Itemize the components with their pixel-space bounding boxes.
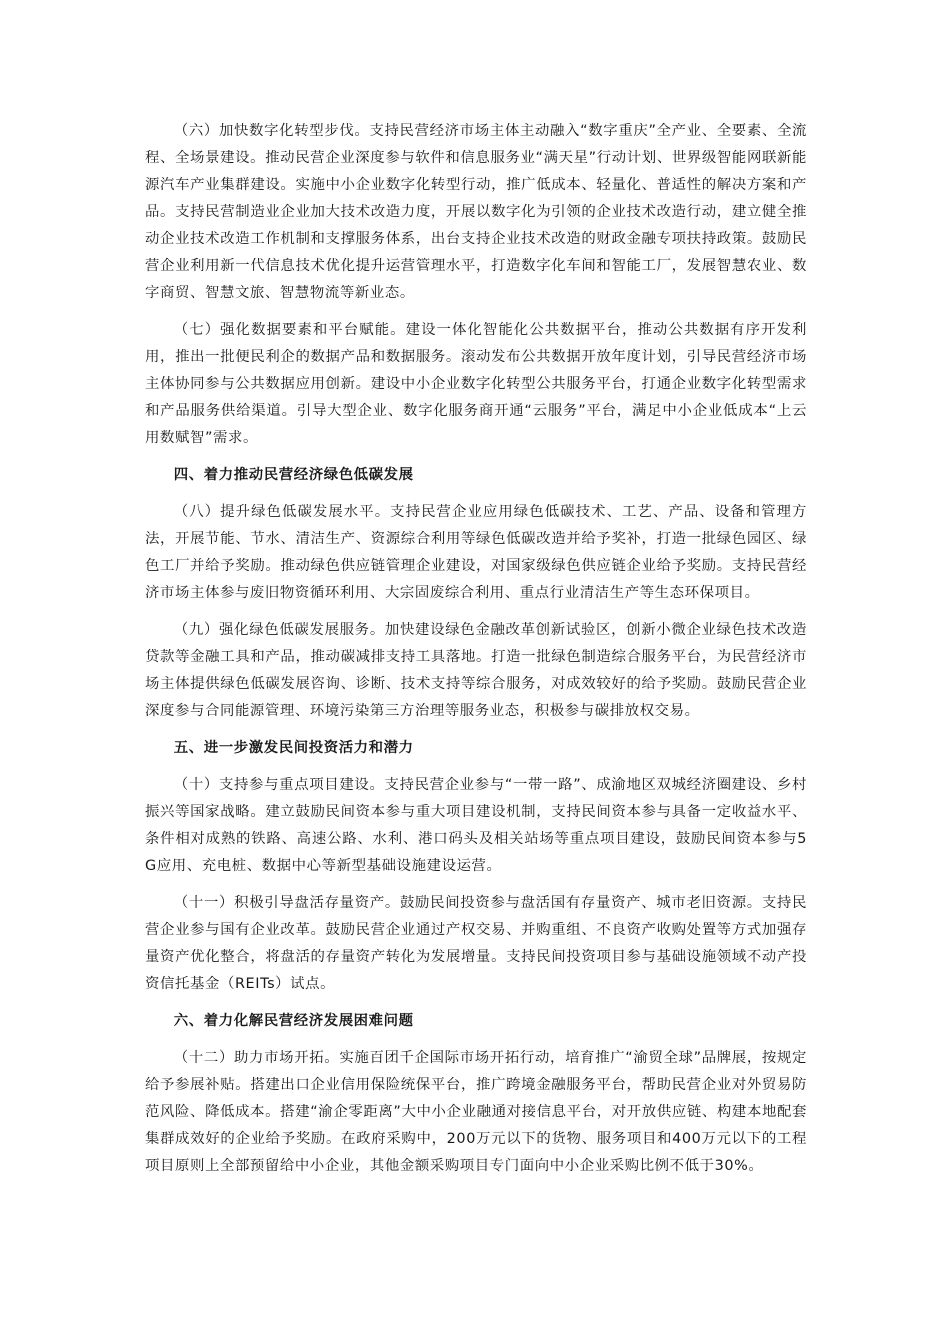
section-heading-4-green-low-carbon: 四、着力推动民营经济绿色低碳发展 <box>173 467 414 483</box>
paragraph-6-digital-transformation: （六）加快数字化转型步伐。支持民营经济市场主体主动融入“数字重庆”全产业、全要素、全流程、全场景建设。推动民营企业深度参与软件和信息服务业“满天星”行动计划、世界级智能网联新能源汽车产业集群建设。实施中小企业数字化转型行动，推广低成本、轻量化、普适性的解决方案和产品。支持民营制造业企业加大技术改造力度，开展以数字化为引领的企业技术改造行动，建立健全推动企业技术改造工作机制和支撑服务体系，出台支持企业技术改造的财政金融专项扶持政策。鼓励民营企业利用新一代信息技术优化提升运营管理水平，打造数字化车间和智能工厂，发展智慧农业、数字商贸、智慧文旅、智慧物流等新业态。 <box>145 123 807 301</box>
paragraph-9-green-development-services: （九）强化绿色低碳发展服务。加快建设绿色金融改革创新试验区，创新小微企业绿色技术改造贷款等金融工具和产品，推动碳减排支持工具落地。打造一批绿色制造综合服务平台，为民营经济市场主体提供绿色低碳发展咨询、诊断、技术支持等综合服务，对成效较好的给予奖励。鼓励民营企业深度参与合同能源管理、环境污染第三方治理等服务业态，积极参与碳排放权交易。 <box>145 622 807 719</box>
paragraph-7-data-platform: （七）强化数据要素和平台赋能。建设一体化智能化公共数据平台，推动公共数据有序开发利用，推出一批便民利企的数据产品和数据服务。滚动发布公共数据开放年度计划，引导民营经济市场主体协同参与公共数据应用创新。建设中小企业数字化转型公共服务平台，打通企业数字化转型需求和产品服务供给渠道。引导大型企业、数字化服务商开通“云服务”平台，满足中小企业低成本“上云用数赋智”需求。 <box>145 322 807 446</box>
section-heading-5-private-investment: 五、进一步激发民间投资活力和潜力 <box>173 740 414 756</box>
paragraph-11-stock-assets: （十一）积极引导盘活存量资产。鼓励民间投资参与盘活国有存量资产、城市老旧资源。支持民营企业参与国有企业改革。鼓励民营企业通过产权交易、并购重组、不良资产收购处置等方式加强存量资产优化整合，将盘活的存量资产转化为发展增量。支持民间投资项目参与基础设施领域不动产投资信托基金（REITs）试点。 <box>145 895 807 992</box>
paragraph-8-green-development-level: （八）提升绿色低碳发展水平。支持民营企业应用绿色低碳技术、工艺、产品、设备和管理方法，开展节能、节水、清洁生产、资源综合利用等绿色低碳改造并给予奖补，打造一批绿色园区、绿色工厂并给予奖励。推动绿色供应链管理企业建设，对国家级绿色供应链企业给予奖励。支持民营经济市场主体参与废旧物资循环利用、大宗固废综合利用、重点行业清洁生产等生态环保项目。 <box>145 504 807 601</box>
section-heading-6-resolve-difficulties: 六、着力化解民营经济发展困难问题 <box>173 1013 414 1029</box>
paragraph-12-market-expansion: （十二）助力市场开拓。实施百团千企国际市场开拓行动，培育推广“渝贸全球”品牌展，按规定给予参展补贴。搭建出口企业信用保险统保平台，推广跨境金融服务平台，帮助民营企业对外贸易防范风险、降低成本。搭建“渝企零距离”大中小企业融通对接信息平台，对开放供应链、构建本地配套集群成效好的企业给予奖励。在政府采购中，200万元以下的货物、服务项目和400万元以下的工程项目原则上全部预留给中小企业，其他金额采购项目专门面向中小企业采购比例不低于30%。 <box>145 1050 807 1174</box>
document-page <box>145 118 807 1190</box>
paragraph-10-key-projects: （十）支持参与重点项目建设。支持民营企业参与“一带一路”、成渝地区双城经济圈建设、乡村振兴等国家战略。建立鼓励民间资本参与重大项目建设机制，支持民间资本参与具备一定收益水平、条件相对成熟的铁路、高速公路、水利、港口码头及相关站场等重点项目建设，鼓励民间资本参与5G应用、充电桩、数据中心等新型基础设施建设运营。 <box>145 777 807 874</box>
